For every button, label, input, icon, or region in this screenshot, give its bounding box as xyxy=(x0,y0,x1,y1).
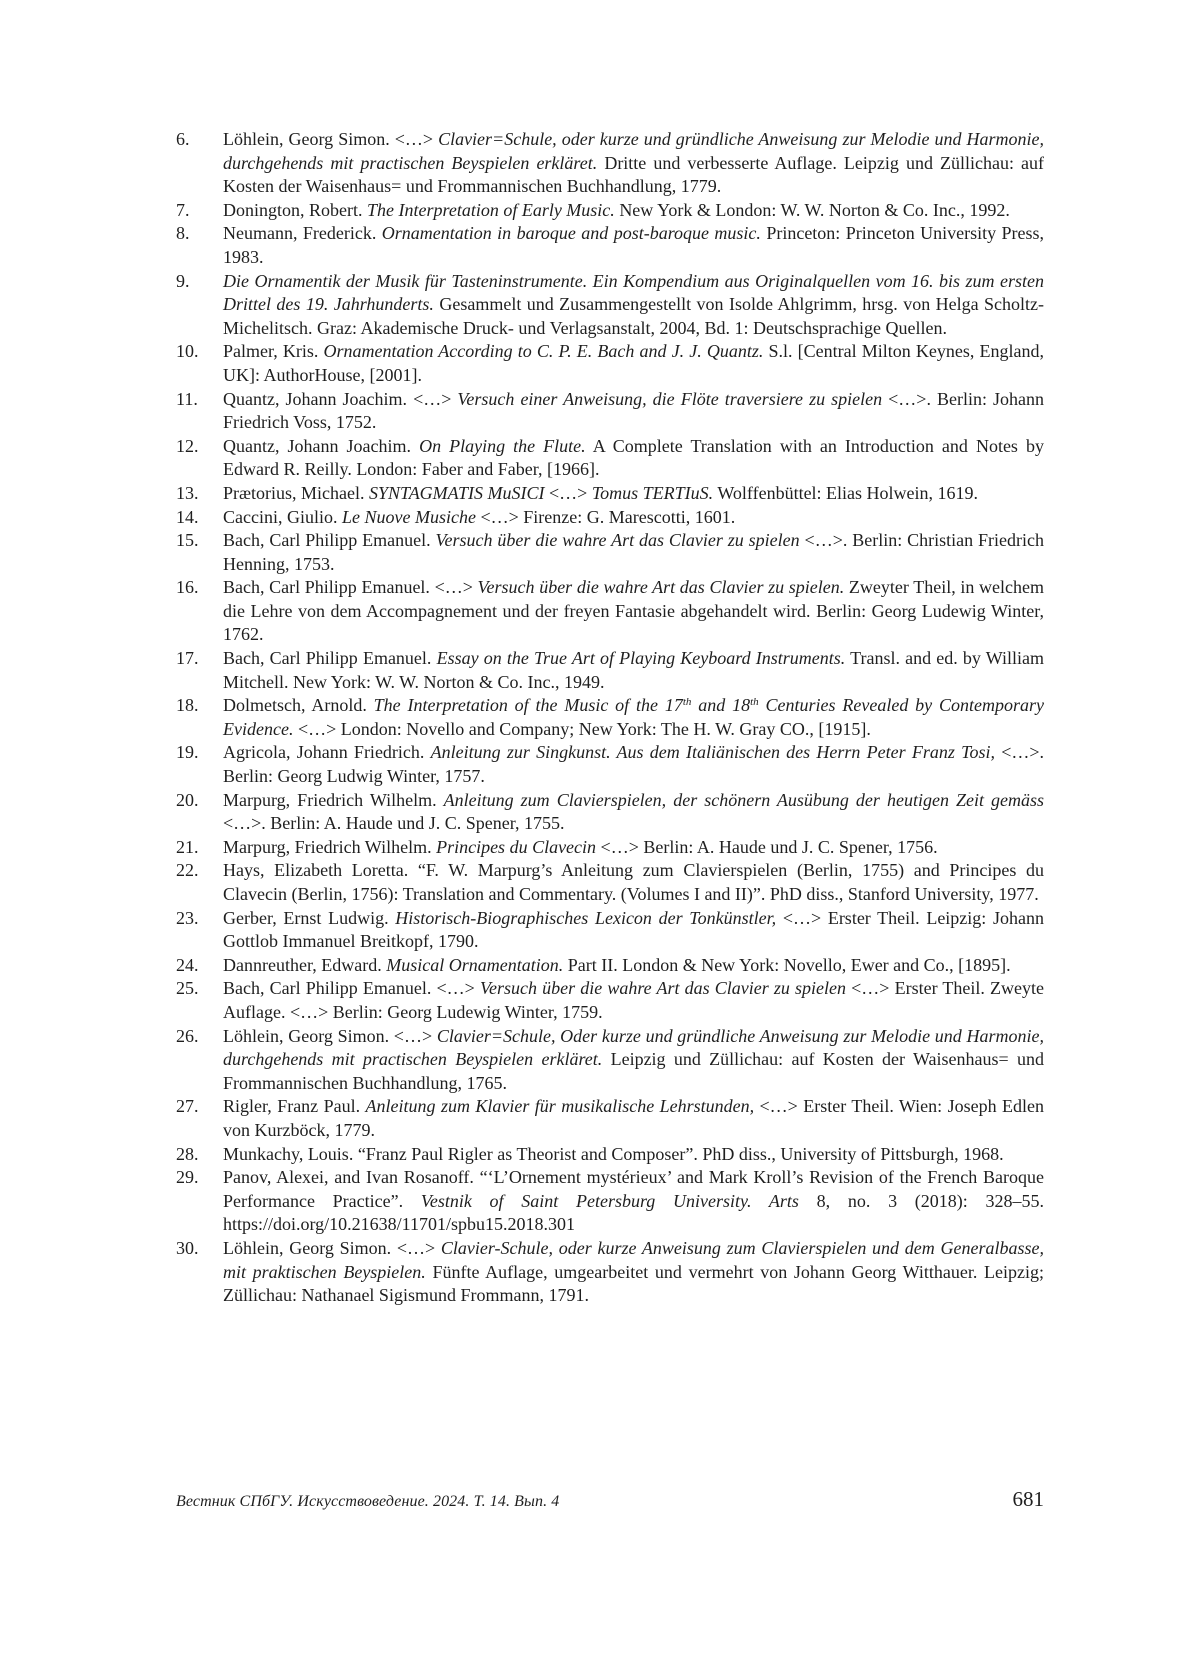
reference-title: Clavier-Schule, oder kurze Anweisung zum Clavierspielen und dem Generalbasse, mit praktischen Beyspielen. xyxy=(223,1237,1044,1282)
reference-title: Anleitung zur Singkunst. Aus dem Italiänischen des Herrn Peter Franz Tosi, xyxy=(430,742,995,763)
reference-title: Clavier=Schule, oder kurze und gründliche Anweisung zur Melodie und Harmonie, durchgehends mit practischen Beyspielen erkläret. xyxy=(223,129,1045,173)
reference-segment: Dolmetsch, Arnold. xyxy=(223,695,374,716)
reference-segment: Löhlein, Georg Simon. <…> xyxy=(223,129,439,149)
reference-segment: S.l. [Central Milton Keynes, England, UK]: AuthorHouse, [2001]. xyxy=(223,341,1044,385)
reference-segment: <…> London: Novello and Company; New York: The H. W. Gray CO., [1915]. xyxy=(293,718,871,739)
reference-segment: Hays, Elizabeth Loretta. “F. W. Marpurg’s Anleitung zum Clavierspielen (Berlin, 1755) and Principes du Clavecin (Berlin, 1756): Translation and Commentary. (Volumes I and II)”. PhD diss., Stanford University, 1977. xyxy=(223,860,1044,904)
reference-text xyxy=(223,1144,1004,1164)
reference-title: Clavier=Schule, Oder kurze und gründliche Anweisung zur Melodie und Harmonie, durchgehends mit practischen Beyspielen erkläret. xyxy=(223,1025,1044,1070)
reference-title: The Interpretation of Early Music. xyxy=(367,199,615,220)
reference-segment: A Complete Translation with an Introduction and Notes by Edward R. Reilly. London: Faber and Faber, [1966]. xyxy=(223,435,1044,480)
reference-number: 22. xyxy=(176,860,199,881)
reference-item xyxy=(176,482,1044,506)
reference-segment: Wolffenbüttel: Elias Holwein, 1619. xyxy=(713,482,979,503)
reference-item xyxy=(176,199,1044,223)
reference-item xyxy=(176,1025,1044,1096)
reference-text xyxy=(223,341,1044,385)
reference-text xyxy=(223,577,1044,644)
reference-item xyxy=(176,270,1044,341)
reference-number: 13. xyxy=(176,482,199,503)
reference-item xyxy=(176,1143,1044,1167)
reference-text xyxy=(223,1167,1044,1234)
reference-number: 12. xyxy=(176,435,199,456)
reference-segment: <…> Erster Theil. Leipzig: Johann Gottlob Immanuel Breitkopf, 1790. xyxy=(223,907,1044,952)
reference-superscript: th xyxy=(682,696,692,709)
reference-number: 18. xyxy=(176,695,199,716)
reference-segment: <…> xyxy=(544,482,592,503)
reference-segment: Caccini, Giulio. xyxy=(223,506,342,527)
reference-segment: Fünfte Auflage, umgearbeitet und vermehrt von Johann Georg Witthauer. Leipzig; Züllichau: Nathanael Sigismund Frommann, 1791. xyxy=(223,1261,1044,1306)
reference-segment: New York & London: W. W. Norton & Co. Inc., 1992. xyxy=(614,199,1010,220)
reference-text xyxy=(223,695,1044,739)
reference-segment: Princeton: Princeton University Press, 1983. xyxy=(223,223,1044,267)
reference-number: 21. xyxy=(176,836,199,857)
reference-item xyxy=(176,836,1044,860)
reference-title: Principes du Clavecin xyxy=(436,836,597,857)
reference-number: 20. xyxy=(176,789,199,810)
reference-title: SYNTAGMATIS MuSICI xyxy=(369,482,545,503)
reference-item xyxy=(176,529,1044,576)
reference-segment: Löhlein, Georg Simon. <…> xyxy=(223,1237,441,1258)
reference-text xyxy=(223,271,1044,338)
reference-item xyxy=(176,506,1044,530)
reference-title: and 18 xyxy=(691,695,751,716)
reference-number: 7. xyxy=(176,199,190,220)
reference-segment: Transl. and ed. by William Mitchell. New York: W. W. Norton & Co. Inc., 1949. xyxy=(223,648,1044,692)
reference-segment: <…>. Berlin: Georg Ludwig Winter, 1757. xyxy=(223,742,1045,787)
reference-title: Tomus TERTIuS. xyxy=(591,482,714,503)
reference-number: 25. xyxy=(176,978,199,999)
reference-item xyxy=(176,954,1044,978)
reference-title: Le Nuove Musiche xyxy=(341,506,476,527)
reference-text xyxy=(223,223,1044,267)
journal-citation: Вестник СПбГУ. Искусствоведение. 2024. Т. 14. Вып. 4 xyxy=(176,1493,560,1510)
reference-number: 29. xyxy=(176,1167,199,1188)
reference-text xyxy=(223,908,1044,952)
reference-segment: Bach, Carl Philipp Emanuel. xyxy=(223,648,437,669)
reference-segment: Panov, Alexei, and Ivan Rosanoff. “‘L’Ornement mystérieux’ and Mark Kroll’s Revision of the French Baroque Performance Practice”. xyxy=(223,1167,1044,1211)
reference-text xyxy=(223,389,1044,433)
reference-title: On Playing the Flute. xyxy=(419,435,586,456)
reference-superscript: th xyxy=(750,696,759,709)
page-number: 681 xyxy=(1012,1487,1044,1511)
reference-text xyxy=(223,530,1044,574)
reference-number: 14. xyxy=(176,506,199,527)
reference-text xyxy=(223,507,735,527)
superscript xyxy=(750,696,759,708)
reference-number: 23. xyxy=(176,907,199,928)
reference-title: Versuch über die wahre Art das Clavier zu spielen xyxy=(479,978,847,999)
reference-segment: Marpurg, Friedrich Wilhelm. xyxy=(223,836,437,857)
reference-item xyxy=(176,1095,1044,1142)
reference-segment: <…> Firenze: G. Marescotti, 1601. xyxy=(475,506,736,527)
reference-number: 28. xyxy=(176,1143,199,1164)
reference-item xyxy=(176,128,1044,199)
reference-segment: Bach, Carl Philipp Emanuel. <…> xyxy=(223,978,480,999)
reference-title: Versuch einer Anweisung, die Flöte traversiere zu spielen xyxy=(457,388,883,409)
reference-item xyxy=(176,907,1044,954)
reference-title: Ornamentation in baroque and post-baroque music. xyxy=(381,223,761,244)
reference-text xyxy=(223,436,1044,480)
page-footer xyxy=(176,1487,1044,1517)
reference-segment: Agricola, Johann Friedrich. xyxy=(223,742,431,763)
reference-segment: Löhlein, Georg Simon. <…> xyxy=(223,1025,437,1046)
reference-segment: Palmer, Kris. xyxy=(223,341,324,362)
reference-item xyxy=(176,576,1044,647)
reference-segment: Bach, Carl Philipp Emanuel. xyxy=(223,530,436,551)
reference-text xyxy=(223,790,1044,834)
reference-item xyxy=(176,741,1044,788)
reference-number: 16. xyxy=(176,577,199,598)
reference-segment: Neumann, Frederick. xyxy=(223,223,382,244)
reference-segment: Dritte und verbesserte Auflage. Leipzig und Züllichau: auf Kosten der Waisenhaus= und Frommannischen Buchhandlung, 1779. xyxy=(223,152,1045,197)
reference-text xyxy=(223,955,1011,975)
reference-number: 6. xyxy=(176,129,190,149)
reference-segment: <…>. Berlin: Johann Friedrich Voss, 1752. xyxy=(223,388,1045,433)
reference-segment: Rigler, Franz Paul. xyxy=(223,1096,366,1117)
reference-item xyxy=(176,222,1044,269)
reference-text xyxy=(223,483,978,503)
reference-segment: <…> Erster Theil. Wien: Joseph Edlen von Kurzböck, 1779. xyxy=(223,1096,1044,1140)
reference-title: Anleitung zum Klavier für musikalische Lehrstunden, xyxy=(365,1096,755,1117)
reference-number: 30. xyxy=(176,1237,199,1258)
reference-item xyxy=(176,789,1044,836)
reference-text xyxy=(223,860,1044,904)
reference-text xyxy=(223,1238,1044,1305)
reference-segment: Gesammelt und Zusammengestellt von Isolde Ahlgrimm, hrsg. von Helga Scholtz-Michelitsch. Graz: Akademische Druck- und Verlagsanstalt, 2004, Bd. 1: Deutschsprachige Quellen. xyxy=(223,294,1044,338)
reference-item xyxy=(176,1237,1044,1308)
reference-text xyxy=(223,837,938,857)
reference-item xyxy=(176,435,1044,482)
reference-segment: Bach, Carl Philipp Emanuel. <…> xyxy=(223,577,478,598)
reference-segment: Dannreuther, Edward. xyxy=(223,954,387,975)
reference-title: Historisch-Biographisches Lexicon der Tonkünstler, xyxy=(395,907,777,928)
reference-text xyxy=(223,978,1044,1022)
reference-segment: Quantz, Johann Joachim. xyxy=(223,435,420,456)
reference-list xyxy=(176,128,1044,1308)
reference-item xyxy=(176,340,1044,387)
reference-segment: Leipzig und Züllichau: auf Kosten der Waisenhaus= und Frommannischen Buchhandlung, 1765. xyxy=(223,1049,1044,1093)
reference-item xyxy=(176,647,1044,694)
reference-number: 11. xyxy=(176,388,198,409)
reference-text xyxy=(223,1096,1044,1140)
reference-number: 17. xyxy=(176,648,199,669)
reference-segment: <…>. Berlin: A. Haude und J. C. Spener, 1755. xyxy=(223,813,565,834)
reference-number: 26. xyxy=(176,1025,199,1046)
reference-text xyxy=(223,129,1044,196)
reference-segment: Part II. London & New York: Novello, Ewer and Co., [1895]. xyxy=(563,954,1011,975)
reference-title: Versuch über die wahre Art das Clavier zu spielen xyxy=(435,530,800,551)
reference-segment: Munkachy, Louis. “Franz Paul Rigler as Theorist and Composer”. PhD diss., University of Pittsburgh, 1968. xyxy=(223,1143,1004,1164)
reference-segment: Prætorius, Michael. xyxy=(223,482,369,503)
reference-item xyxy=(176,859,1044,906)
reference-title: Anleitung zum Clavierspielen, der schönern Ausübung der heutigen Zeit gemäss xyxy=(443,789,1044,810)
reference-segment: Zweyter Theil, in welchem die Lehre von dem Accompagnement und der freyen Fantasie abgehandelt wird. Berlin: Georg Ludewig Winter, 1762. xyxy=(223,577,1044,645)
reference-title: The Interpretation of the Music of the 17 xyxy=(373,695,683,716)
reference-segment: 8, no. 3 (2018): 328–55. xyxy=(798,1190,1044,1211)
reference-title: Versuch über die wahre Art das Clavier zu spielen. xyxy=(477,577,845,598)
reference-number: 8. xyxy=(176,223,190,244)
reference-title: Essay on the True Art of Playing Keyboard Instruments. xyxy=(436,648,846,669)
reference-text xyxy=(223,200,1010,220)
reference-number: 24. xyxy=(176,954,199,975)
reference-segment: Gerber, Ernst Ludwig. xyxy=(223,907,396,928)
reference-number: 19. xyxy=(176,742,199,763)
reference-title: Centuries Revealed by Contemporary Evidence. xyxy=(223,695,1044,739)
reference-text xyxy=(223,648,1044,692)
reference-item xyxy=(176,694,1044,741)
reference-number: 27. xyxy=(176,1096,199,1117)
reference-segment: Quantz, Johann Joachim. <…> xyxy=(223,388,458,409)
reference-number: 15. xyxy=(176,530,199,551)
doi-link[interactable]: https://doi.org/10.21638/11701/spbu15.2018.301 xyxy=(223,1214,576,1235)
reference-item xyxy=(176,388,1044,435)
reference-segment: Marpurg, Friedrich Wilhelm. xyxy=(223,789,444,810)
reference-title: Die Ornamentik der Musik für Tasteninstrumente. Ein Kompendium aus Originalquellen vom 16. bis zum ersten Drittel des 19. Jahrhunderts. xyxy=(223,270,1044,315)
reference-title: Ornamentation According to C. P. E. Bach and J. J. Quantz. xyxy=(323,341,764,362)
reference-segment: <…> Berlin: A. Haude und J. C. Spener, 1756. xyxy=(596,836,938,857)
reference-number: 10. xyxy=(176,341,199,362)
reference-item xyxy=(176,977,1044,1024)
reference-item xyxy=(176,1166,1044,1237)
reference-title: Musical Ornamentation. xyxy=(386,954,564,975)
reference-text xyxy=(223,742,1044,786)
reference-segment: <…> Erster Theil. Zweyte Auflage. <…> Berlin: Georg Ludewig Winter, 1759. xyxy=(223,978,1044,1022)
reference-title: Vestnik of Saint Petersburg University. Arts xyxy=(420,1190,799,1211)
reference-text xyxy=(223,1026,1044,1093)
reference-number: 9. xyxy=(176,270,190,291)
reference-segment: <…>. Berlin: Christian Friedrich Henning, 1753. xyxy=(223,530,1044,574)
reference-segment: Donington, Robert. xyxy=(223,199,367,220)
